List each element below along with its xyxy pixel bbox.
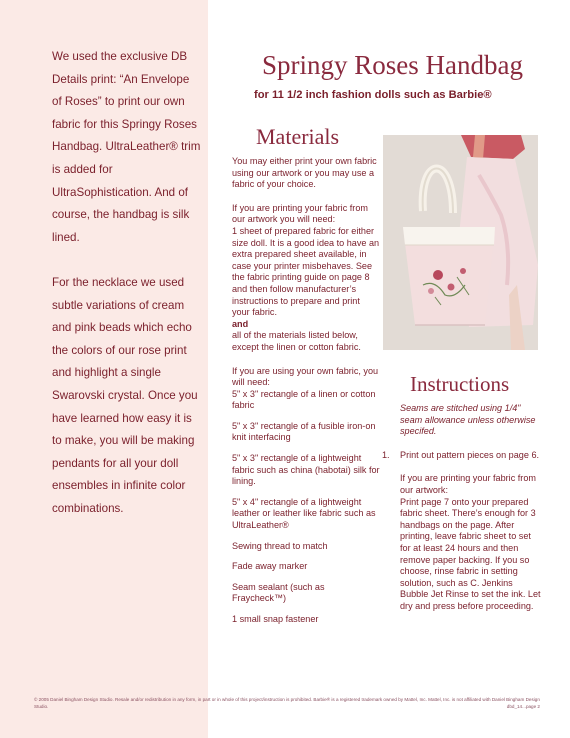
print-fabric-text: 1 sheet of prepared fabric for either size doll. It is a good idea to have an extra prepared sheet available, in case your printer misbehaves. See the fabric printing guide on page 8 and then follow manufacturer’s instructions to prepare and print your fabric. (232, 225, 380, 318)
page-footer (34, 697, 540, 710)
instructions-section (382, 403, 542, 613)
materials-section (232, 156, 380, 626)
material-item: 5" x 3" rectangle of a lightweight fabric such as china (habotai) silk for lining. (232, 453, 380, 487)
step-text: Print out pattern pieces on page 6. (400, 449, 540, 460)
material-item: Fade away marker (232, 561, 308, 572)
own-fabric-heading: If you are using your own fabric, you will need: (232, 365, 379, 388)
materials-heading: Materials (256, 124, 340, 149)
copyright-notice: © 2005 Daniel Bingham Design Studio. Resale and/or redistribution in any form, in part or in whole of this project/instruction is prohibited. Barbie® is a registered trademark owned by Mattel, Inc. Mattel, Inc. is not affiliated with Daniel Bingham Design Studio. (34, 697, 540, 709)
material-item: 5" x 3" rectangle of a fusible iron-on knit interfacing (232, 420, 376, 443)
instruction-step (382, 450, 542, 462)
handbag-photo (383, 135, 538, 350)
page-reference: dbd_14...page 2 (506, 703, 540, 709)
page-title: Springy Roses Handbag (262, 50, 523, 80)
print-subsection-text: Print page 7 onto your prepared fabric sheet. There’s enough for 3 handbags on the page. After printing, leave fabric sheet to set for at least 24 hours and then remove paper backing. If you so choose, rinse fabric in setting solution, such as C. Jenkins Bubble Jet Rinse to set the ink. Let dry and press before proceeding. (400, 496, 541, 611)
sidebar-paragraph-print: We used the exclusive DB Details print: “An Envelope of Roses” to print our own fabric for this Springy Roses Handbag. UltraLeather® trim is added for UltraSophistication. And of course, the handbag is silk lined. (52, 50, 201, 244)
sidebar-text (52, 46, 202, 543)
print-subsection (382, 473, 542, 612)
materials-intro: You may either print your own fabric using our artwork or you may use a fabric of your choice. (232, 156, 377, 190)
instructions-heading: Instructions (410, 372, 510, 396)
page-subtitle: for 11 1/2 inch fashion dolls such as Barbie® (254, 89, 492, 101)
and-label: and (232, 318, 249, 329)
material-item: 5" x 4" rectangle of a lightweight leather or leather like fabric such as UltraLeather® (232, 496, 376, 531)
sidebar-paragraph-necklace: For the necklace we used subtle variations of cream and pink beads which echo the colors of our rose print and highlight a single Swarovski crystal. Once you have learned how easy it is to make, you will be making pendants for all your doll ensembles in infinite color combinations. (52, 275, 198, 515)
material-item: Seam sealant (such as Fraycheck™) (232, 581, 325, 604)
print-fabric-heading: If you are printing your fabric from our artwork you will need: (232, 202, 368, 225)
seam-note: Seams are stitched using 1/4" seam allowance unless otherwise specifed. (400, 403, 536, 437)
print-subsection-heading: If you are printing your fabric from our artwork: (400, 473, 536, 495)
material-item: 5" x 3" rectangle of a linen or cotton fabric (232, 388, 376, 411)
material-item: 1 small snap fastener (232, 614, 319, 624)
step-number: 1. (382, 449, 390, 460)
material-item: Sewing thread to match (232, 540, 328, 551)
all-materials-text: all of the materials listed below, except the linen or cotton fabric. (232, 330, 361, 352)
